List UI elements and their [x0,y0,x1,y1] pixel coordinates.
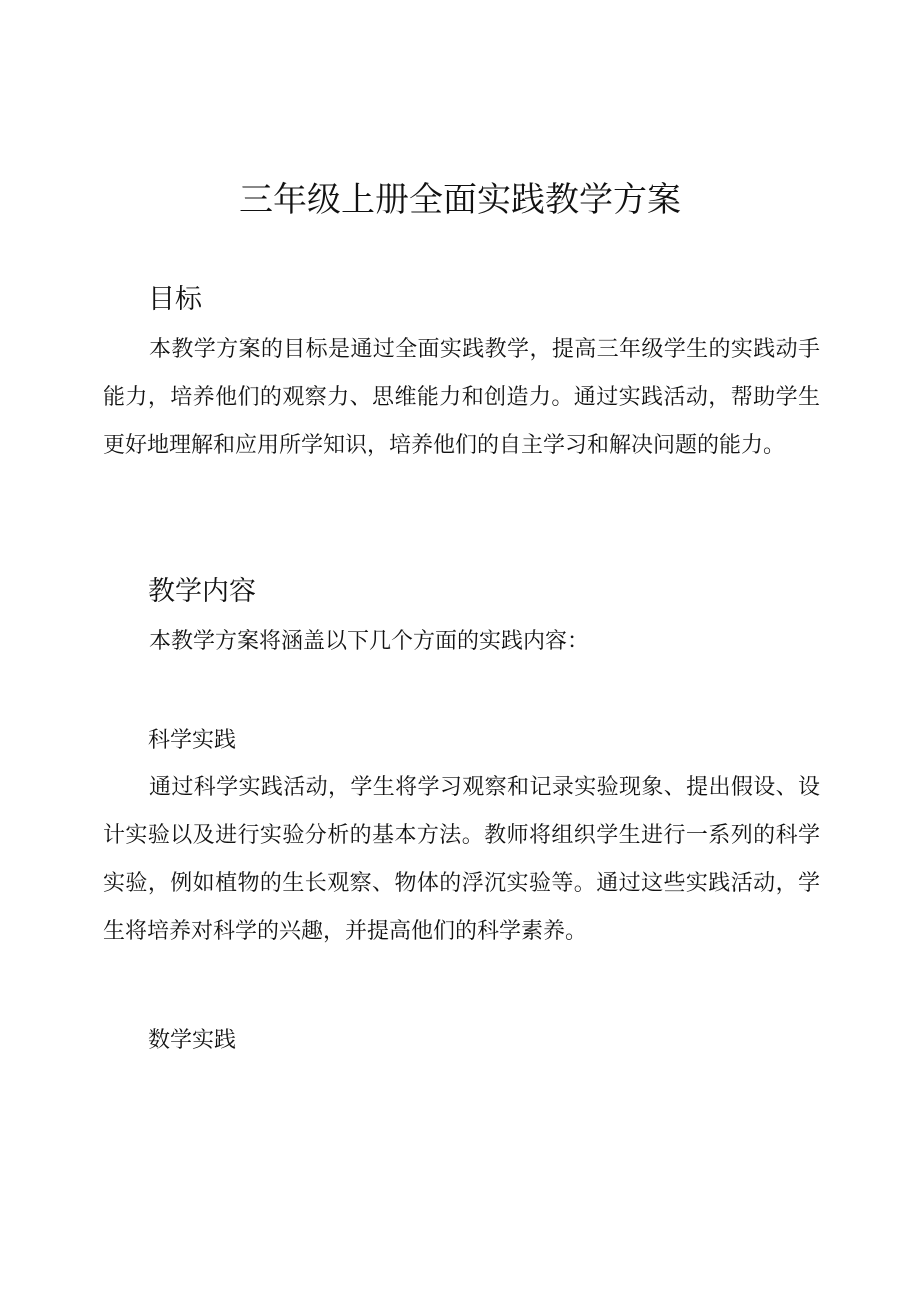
subsection-heading-science: 科学实践 [148,728,237,753]
section-heading-content: 教学内容 [148,576,256,607]
content-paragraph: 本教学方案将涵盖以下几个方面的实践内容： [149,629,590,654]
goal-paragraph: 本教学方案的目标是通过全面实践教学，提高三年级学生的实践动手能力，培养他们的观察力、思维能力和创造力。通过实践活动，帮助学生更好地理解和应用所学知识，培养他们的自主学习和解决问题的能力。 [103,337,820,458]
section-heading-goal: 目标 [148,284,202,315]
subsection-heading-math: 数学实践 [148,1028,237,1053]
science-paragraph: 通过科学实践活动，学生将学习观察和记录实验现象、提出假设、设计实验以及进行实验分析的基本方法。教师将组织学生进行一系列的科学实验，例如植物的生长观察、物体的浮沉实验等。通过这些实践活动，学生将培养对科学的兴趣，并提高他们的科学素养。 [103,775,820,944]
document-title: 三年级上册全面实践教学方案 [239,180,681,220]
